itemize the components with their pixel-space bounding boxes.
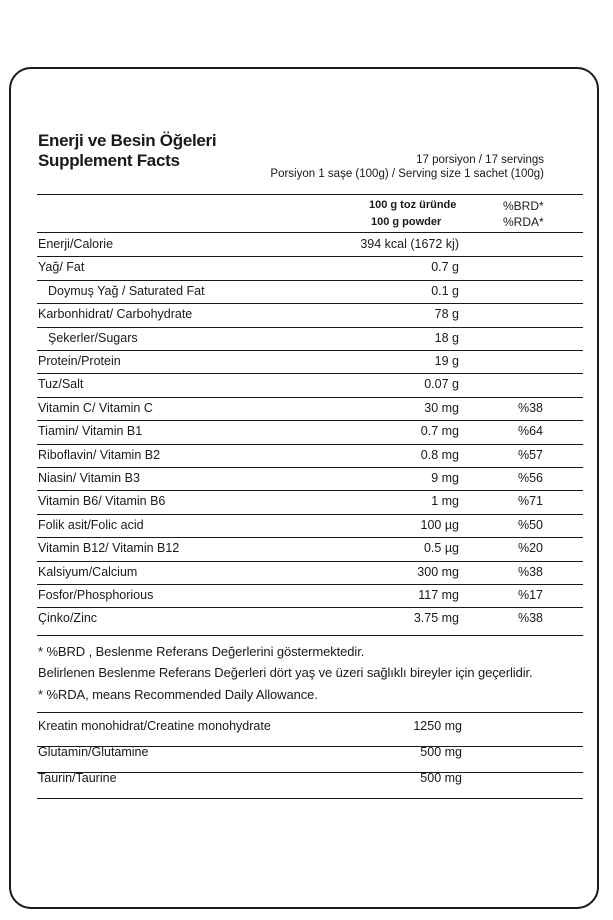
nutrient-row (37, 444, 583, 467)
extra-value: 500 mg (420, 745, 462, 759)
nutrient-percent: %56 (517, 471, 543, 485)
nutrient-percent: %38 (517, 400, 543, 415)
nutrient-row (37, 607, 583, 630)
extra-row (37, 767, 583, 793)
nutrient-value: 117 mg (418, 588, 459, 602)
nutrient-row (37, 256, 583, 279)
nutrient-label: Tuz/Salt (38, 377, 84, 392)
nutrient-label: Şekerler/Sugars (48, 330, 138, 345)
nutrient-value: 100 µg (420, 517, 459, 532)
nutrient-label: Riboflavin/ Vitamin B2 (38, 447, 161, 462)
extra-value: 1250 mg (413, 719, 462, 733)
nutrient-value: 0.07 g (424, 377, 459, 392)
note-rda: * %RDA, means Recommended Daily Allowance. (38, 687, 318, 702)
nutrient-row (37, 537, 583, 560)
nutrient-value: 9 mg (431, 471, 459, 485)
note-brd: * %BRD , Beslenme Referans Değerlerini göstermektedir. (38, 644, 365, 659)
title-english: Supplement Facts (38, 151, 180, 170)
nutrient-percent: %17 (517, 588, 543, 602)
nutrient-row (37, 514, 583, 537)
extras-divider (37, 712, 583, 713)
nutrient-percent: %57 (517, 447, 543, 462)
nutrient-row (37, 420, 583, 443)
column-rda: %RDA* (503, 215, 544, 229)
extra-value: 500 mg (420, 771, 462, 785)
nutrient-value: 30 mg (424, 400, 459, 415)
extra-label: Kreatin monohidrat/Creatine monohydrate (38, 719, 271, 733)
nutrient-row (37, 561, 583, 584)
serving-size: Porsiyon 1 saşe (100g) / Serving size 1 sachet (100g) (270, 168, 544, 180)
nutrient-value: 0.8 mg (420, 447, 459, 462)
nutrient-value: 3.75 mg (413, 611, 459, 626)
note-brd-detail: Belirlenen Beslenme Referans Değerleri dört yaş ve üzeri sağlıklı bireyler için geçerlidir. (38, 665, 533, 680)
servings-per-container: 17 porsiyon / 17 servings (416, 154, 544, 166)
nutrient-label: Fosfor/Phosphorious (38, 588, 154, 602)
nutrient-label: Doymuş Yağ / Saturated Fat (48, 283, 205, 298)
nutrient-label: Protein/Protein (38, 354, 121, 368)
column-brd: %BRD* (503, 199, 544, 213)
nutrient-label: Vitamin B6/ Vitamin B6 (38, 494, 166, 509)
column-amount-tr: 100 g toz üründe (369, 199, 457, 211)
extra-row (37, 741, 583, 767)
nutrient-value: 300 mg (417, 564, 459, 579)
nutrient-value: 19 g (434, 354, 459, 368)
nutrient-percent: %71 (517, 494, 543, 509)
nutrient-value: 394 kcal (1672 kj) (360, 237, 459, 251)
nutrient-percent: %64 (517, 424, 543, 439)
nutrient-row (37, 280, 583, 303)
nutrient-label: Vitamin B12/ Vitamin B12 (38, 541, 180, 556)
nutrient-percent: %20 (517, 541, 543, 556)
nutrient-row (37, 490, 583, 513)
nutrient-row (37, 233, 583, 256)
nutrient-value: 1 mg (431, 494, 459, 509)
nutrient-row (37, 350, 583, 373)
nutrient-row (37, 467, 583, 490)
nutrient-row (37, 373, 583, 396)
nutrient-value: 0.7 mg (420, 424, 459, 439)
nutrient-value: 0.1 g (431, 283, 459, 298)
nutrient-label: Yağ/ Fat (38, 260, 85, 275)
nutrient-label: Kalsiyum/Calcium (38, 564, 138, 579)
nutrient-label: Niasin/ Vitamin B3 (38, 471, 140, 485)
extra-row-divider (37, 798, 583, 799)
nutrient-percent: %38 (517, 564, 543, 579)
nutrient-percent: %38 (517, 611, 543, 626)
extra-label: Taurin/Taurine (38, 771, 117, 785)
title-turkish: Enerji ve Besin Öğeleri (38, 131, 217, 150)
extra-label: Glutamin/Glutamine (38, 745, 149, 759)
nutrient-value: 18 g (434, 330, 459, 345)
extra-row (37, 715, 583, 741)
nutrient-percent: %50 (517, 517, 543, 532)
table-bottom-divider (37, 635, 583, 636)
nutrient-row (37, 397, 583, 420)
nutrient-row (37, 584, 583, 607)
column-amount-en: 100 g powder (371, 216, 442, 228)
nutrient-value: 0.5 µg (423, 541, 459, 556)
nutrient-label: Çinko/Zinc (38, 611, 98, 626)
nutrient-row (37, 327, 583, 350)
nutrient-label: Karbonhidrat/ Carbohydrate (38, 307, 193, 322)
nutrient-label: Enerji/Calorie (38, 237, 114, 251)
nutrient-label: Tiamin/ Vitamin B1 (38, 424, 143, 439)
nutrient-row (37, 303, 583, 326)
nutrient-value: 0.7 g (431, 260, 459, 275)
nutrient-label: Folik asit/Folic acid (38, 517, 144, 532)
nutrient-label: Vitamin C/ Vitamin C (38, 400, 153, 415)
nutrient-value: 78 g (434, 307, 459, 322)
header-divider (37, 194, 583, 195)
